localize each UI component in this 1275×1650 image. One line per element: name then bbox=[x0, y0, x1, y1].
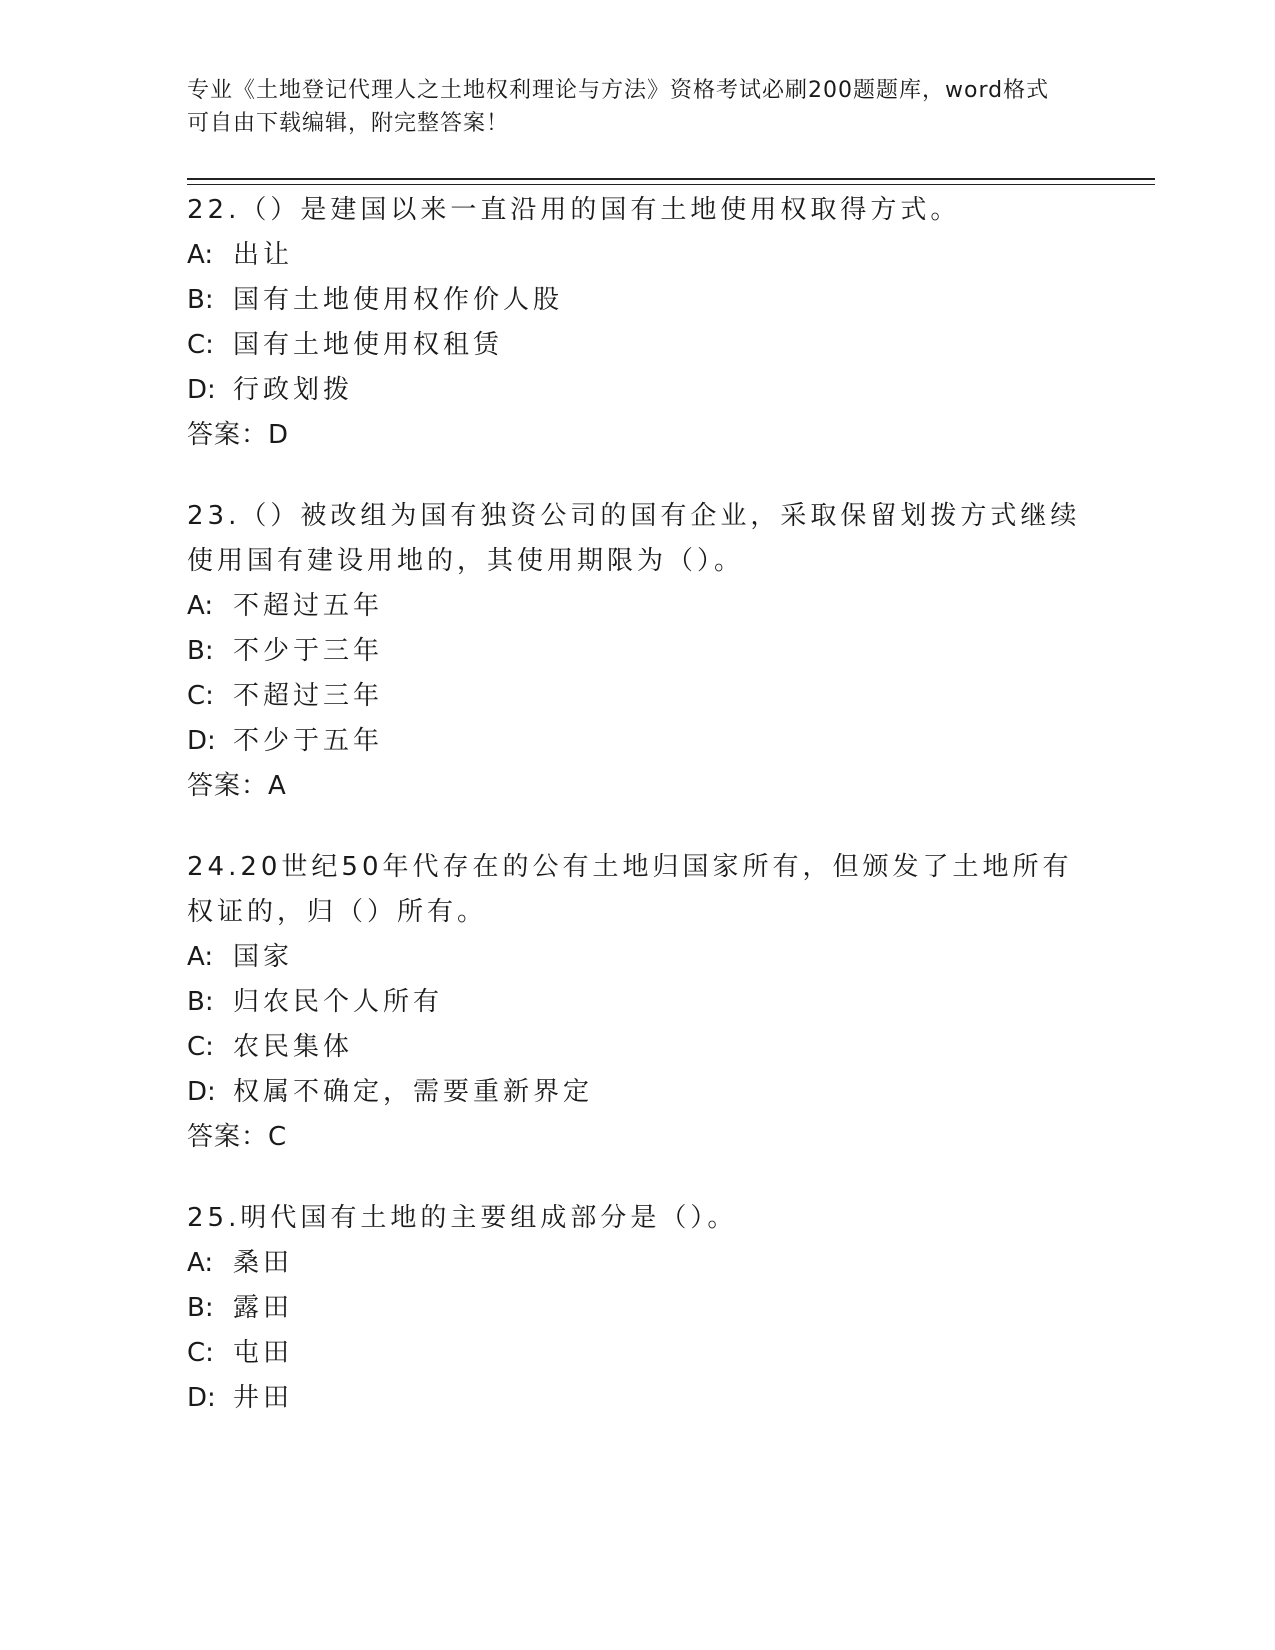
option-text: 农民集体 bbox=[233, 1032, 354, 1062]
option-key: D: bbox=[187, 1077, 216, 1107]
option-b bbox=[187, 980, 1087, 1025]
option-text: 国家 bbox=[233, 942, 294, 972]
option-text: 归农民个人所有 bbox=[233, 987, 444, 1017]
option-key: C: bbox=[187, 1338, 214, 1368]
option-text: 桑田 bbox=[233, 1248, 294, 1278]
option-key: C: bbox=[187, 330, 214, 360]
option-a bbox=[187, 233, 1087, 278]
option-key: D: bbox=[187, 375, 216, 405]
document-header-text: 专业《土地登记代理人之土地权利理论与方法》资格考试必刷200题题库，word格式可自由下载编辑，附完整答案！ bbox=[187, 78, 1050, 136]
option-text: 井田 bbox=[233, 1383, 294, 1413]
option-d bbox=[187, 368, 1087, 413]
option-text: 不超过五年 bbox=[233, 591, 384, 621]
answer-line: 答案：A bbox=[187, 771, 287, 801]
question-list bbox=[187, 188, 1087, 1457]
option-text: 国有土地使用权租赁 bbox=[233, 330, 504, 360]
option-text: 露田 bbox=[233, 1293, 294, 1323]
option-text: 不少于五年 bbox=[233, 726, 384, 756]
option-key: B: bbox=[187, 636, 214, 666]
question-22 bbox=[187, 188, 1087, 458]
option-key: B: bbox=[187, 987, 214, 1017]
question-text: 24.20世纪50年代存在的公有土地归国家所有，但颁发了土地所有权证的，归（）所有。 bbox=[187, 852, 1073, 927]
option-c bbox=[187, 323, 1087, 368]
option-b bbox=[187, 629, 1087, 674]
option-d bbox=[187, 1376, 1087, 1421]
option-c bbox=[187, 1331, 1087, 1376]
option-text: 行政划拨 bbox=[233, 375, 354, 405]
option-text: 屯田 bbox=[233, 1338, 294, 1368]
header-divider-thin bbox=[187, 184, 1155, 185]
option-a bbox=[187, 1241, 1087, 1286]
option-key: D: bbox=[187, 1383, 216, 1413]
option-text: 权属不确定，需要重新界定 bbox=[233, 1077, 594, 1107]
option-key: A: bbox=[187, 591, 214, 621]
answer-line: 答案：D bbox=[187, 420, 290, 450]
question-24 bbox=[187, 845, 1087, 1160]
option-c bbox=[187, 674, 1087, 719]
option-key: C: bbox=[187, 1032, 214, 1062]
question-text: 25.明代国有土地的主要组成部分是（）。 bbox=[187, 1203, 738, 1233]
option-text: 出让 bbox=[233, 240, 294, 270]
option-text: 不少于三年 bbox=[233, 636, 384, 666]
option-b bbox=[187, 1286, 1087, 1331]
option-key: B: bbox=[187, 1293, 214, 1323]
option-key: C: bbox=[187, 681, 214, 711]
option-d bbox=[187, 719, 1087, 764]
question-25 bbox=[187, 1196, 1087, 1421]
question-text: 22.（）是建国以来一直沿用的国有土地使用权取得方式。 bbox=[187, 195, 961, 225]
answer-line: 答案：C bbox=[187, 1122, 288, 1152]
option-d bbox=[187, 1070, 1087, 1115]
option-key: A: bbox=[187, 240, 214, 270]
option-key: A: bbox=[187, 942, 214, 972]
question-text: 23.（）被改组为国有独资公司的国有企业，采取保留划拨方式继续使用国有建设用地的，其使用期限为（）。 bbox=[187, 501, 1081, 576]
option-key: B: bbox=[187, 285, 214, 315]
option-text: 国有土地使用权作价人股 bbox=[233, 285, 564, 315]
option-a bbox=[187, 584, 1087, 629]
option-text: 不超过三年 bbox=[233, 681, 384, 711]
option-b bbox=[187, 278, 1087, 323]
option-key: A: bbox=[187, 1248, 214, 1278]
option-a bbox=[187, 935, 1087, 980]
option-key: D: bbox=[187, 726, 216, 756]
option-c bbox=[187, 1025, 1087, 1070]
header-divider-thick bbox=[187, 178, 1155, 180]
question-23 bbox=[187, 494, 1087, 809]
